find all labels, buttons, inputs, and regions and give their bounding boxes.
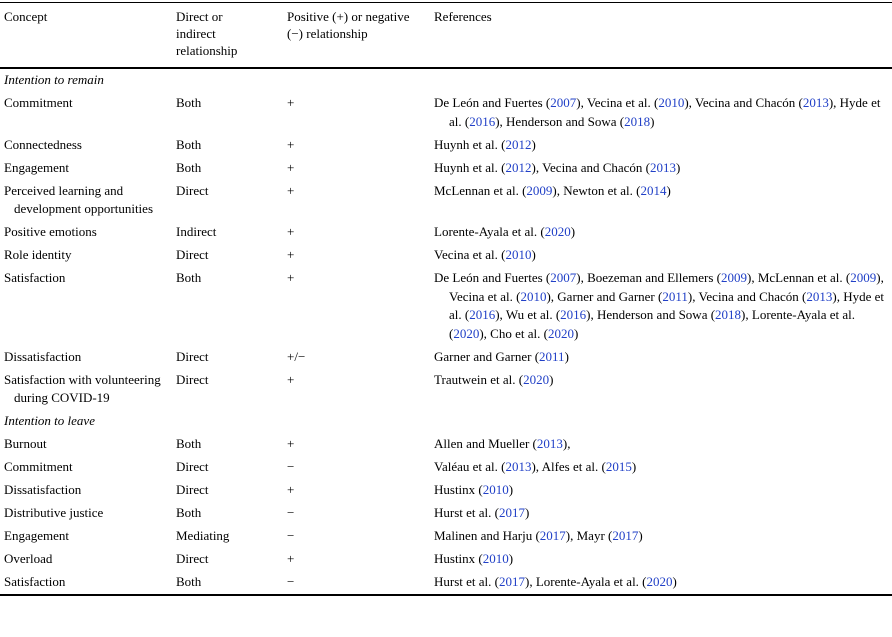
reference-year-link[interactable]: 2020 <box>523 371 550 387</box>
references-cell: Hustinx (2010) <box>434 482 514 497</box>
references-cell: McLennan et al. (2009), Newton et al. (2014) <box>434 182 671 198</box>
section-row <box>0 410 892 433</box>
header-relationship: Direct or indirect relationship <box>176 3 287 69</box>
sign-cell: + <box>287 224 295 239</box>
table-row <box>0 571 892 595</box>
concept-cell: Positive emotions <box>4 224 97 239</box>
section-title: Intention to remain <box>4 72 104 87</box>
reference-year-link[interactable]: 2020 <box>544 224 571 239</box>
concept-cell: Dissatisfaction <box>4 348 82 364</box>
table-body <box>0 68 892 595</box>
concept-cell: Engagement <box>4 159 69 175</box>
relationship-cell: Mediating <box>176 528 230 543</box>
references-cell: Trautwein et al. (2020) <box>434 371 554 387</box>
concept-cell: Role identity <box>4 247 72 262</box>
reference-year-link[interactable]: 2013 <box>802 95 829 110</box>
header-references: References <box>434 3 892 69</box>
concept-cell: Satisfaction <box>4 574 66 589</box>
sign-cell: + <box>287 371 295 387</box>
relationship-cell: Both <box>176 136 202 152</box>
concept-cell: Dissatisfaction <box>4 482 82 497</box>
sign-cell: − <box>287 505 295 520</box>
references-cell: Vecina et al. (2010) <box>434 247 536 262</box>
table-row <box>0 157 892 180</box>
sign-cell: + <box>287 551 295 566</box>
section-row <box>0 68 892 92</box>
concept-cell: Burnout <box>4 436 47 451</box>
reference-year-link[interactable]: 2007 <box>550 95 577 110</box>
table-row <box>0 346 892 369</box>
concepts-table <box>0 2 892 596</box>
sign-cell: + <box>287 182 295 198</box>
sign-cell: − <box>287 574 295 589</box>
relationship-cell: Direct <box>176 247 209 262</box>
section-title: Intention to leave <box>4 413 95 428</box>
reference-year-link[interactable]: 2013 <box>806 288 833 304</box>
header-concept: Concept <box>0 3 176 69</box>
table-row <box>0 456 892 479</box>
table-row <box>0 525 892 548</box>
sign-cell: + <box>287 436 295 451</box>
reference-year-link[interactable]: 2015 <box>605 459 632 474</box>
relationship-cell: Direct <box>176 348 209 364</box>
table-row <box>0 548 892 571</box>
references-cell: De León and Fuertes (2007), Boezeman and Ellemers (2009), McLennan et al. (2009), Vecina et al. (2010), Garner and Garner (2011), Vecina and Chacón (2013), Hyde et al. (2016), Wu et al. (2016), Henderson and Sowa (2018), Lorente-Ayala et al. (2020), Cho et al. (2020) <box>434 270 885 341</box>
sign-cell: − <box>287 528 295 543</box>
reference-year-link[interactable]: 2018 <box>624 113 651 129</box>
relationship-cell: Both <box>176 505 202 520</box>
sign-cell: + <box>287 159 295 175</box>
sign-cell: + <box>287 136 295 152</box>
header-row <box>0 3 892 69</box>
reference-year-link[interactable]: 2020 <box>547 325 574 341</box>
reference-year-link[interactable]: 2010 <box>482 551 509 566</box>
table-row <box>0 221 892 244</box>
reference-year-link[interactable]: 2020 <box>646 574 673 589</box>
reference-year-link[interactable]: 2017 <box>498 574 525 589</box>
reference-year-link[interactable]: 2009 <box>526 182 553 198</box>
references-cell: Hurst et al. (2017) <box>434 505 530 520</box>
reference-year-link[interactable]: 2007 <box>550 270 577 285</box>
relationship-cell: Both <box>176 574 202 589</box>
concept-cell: Distributive justice <box>4 505 104 520</box>
sign-cell: + <box>287 247 295 262</box>
table-row <box>0 369 892 411</box>
references-cell: Malinen and Harju (2017), Mayr (2017) <box>434 528 643 543</box>
reference-year-link[interactable]: 2009 <box>850 270 877 285</box>
concept-cell: Connectedness <box>4 136 82 152</box>
sign-cell: + <box>287 482 295 497</box>
relationship-cell: Direct <box>176 482 209 497</box>
table-row <box>0 479 892 502</box>
relationship-cell: Both <box>176 159 202 175</box>
reference-year-link[interactable]: 2013 <box>536 436 563 451</box>
table-row <box>0 180 892 222</box>
reference-year-link[interactable]: 2016 <box>469 307 496 322</box>
reference-year-link[interactable]: 2013 <box>650 159 677 175</box>
table-row <box>0 502 892 525</box>
reference-year-link[interactable]: 2013 <box>505 459 532 474</box>
concept-cell: Satisfaction <box>4 270 66 285</box>
references-cell: Hustinx (2010) <box>434 551 514 566</box>
reference-year-link[interactable]: 2010 <box>505 247 532 262</box>
relationship-cell: Both <box>176 436 202 451</box>
relationship-cell: Both <box>176 270 202 285</box>
table-row <box>0 92 892 134</box>
references-cell: Allen and Mueller (2013), <box>434 436 571 451</box>
table-row <box>0 134 892 157</box>
reference-year-link[interactable]: 2014 <box>640 182 667 198</box>
references-cell: Hurst et al. (2017), Lorente-Ayala et al. (2020) <box>434 574 677 589</box>
reference-year-link[interactable]: 2009 <box>721 270 747 285</box>
concept-cell: Overload <box>4 551 53 566</box>
references-cell: Lorente-Ayala et al. (2020) <box>434 224 576 239</box>
reference-year-link[interactable]: 2010 <box>658 95 685 110</box>
concept-cell: Commitment <box>4 459 73 474</box>
references-cell: Huynh et al. (2012), Vecina and Chacón (2013) <box>434 159 681 175</box>
reference-year-link[interactable]: 2017 <box>612 528 639 543</box>
table-row <box>0 433 892 456</box>
relationship-cell: Direct <box>176 551 209 566</box>
sign-cell: +/− <box>287 348 306 364</box>
concept-cell: Perceived learning and development opportunities <box>4 182 154 216</box>
relationship-cell: Both <box>176 95 202 110</box>
sign-cell: + <box>287 95 295 110</box>
references-cell: Valéau et al. (2013), Alfes et al. (2015) <box>434 459 637 474</box>
concept-cell: Satisfaction with volunteering during COVID-19 <box>4 371 161 405</box>
relationship-cell: Indirect <box>176 224 217 239</box>
relationship-cell: Direct <box>176 459 209 474</box>
reference-year-link[interactable]: 2011 <box>662 288 688 304</box>
reference-year-link[interactable]: 2017 <box>539 528 566 543</box>
concept-cell: Engagement <box>4 528 69 543</box>
reference-year-link[interactable]: 2017 <box>498 505 525 520</box>
reference-year-link[interactable]: 2016 <box>469 113 496 129</box>
reference-year-link[interactable]: 2020 <box>453 325 480 341</box>
reference-year-link[interactable]: 2012 <box>505 159 532 175</box>
reference-year-link[interactable]: 2010 <box>482 482 509 497</box>
table-header <box>0 3 892 69</box>
sign-cell: + <box>287 270 295 285</box>
references-cell: Garner and Garner (2011) <box>434 348 569 364</box>
reference-year-link[interactable]: 2010 <box>520 288 547 304</box>
relationship-cell: Direct <box>176 182 209 198</box>
reference-year-link[interactable]: 2018 <box>715 307 742 322</box>
reference-year-link[interactable]: 2016 <box>560 307 587 322</box>
header-sign: Positive (+) or negative (−) relationship <box>287 3 434 69</box>
sign-cell: − <box>287 459 295 474</box>
references-cell: De León and Fuertes (2007), Vecina et al. (2010), Vecina and Chacón (2013), Hyde et al. (2016), Henderson and Sowa (2018) <box>434 95 881 129</box>
relationship-cell: Direct <box>176 371 209 387</box>
reference-year-link[interactable]: 2012 <box>505 136 532 152</box>
references-cell: Huynh et al. (2012) <box>434 136 536 152</box>
concept-cell: Commitment <box>4 95 73 110</box>
table-row <box>0 244 892 267</box>
reference-year-link[interactable]: 2011 <box>539 348 565 364</box>
table-row <box>0 267 892 346</box>
